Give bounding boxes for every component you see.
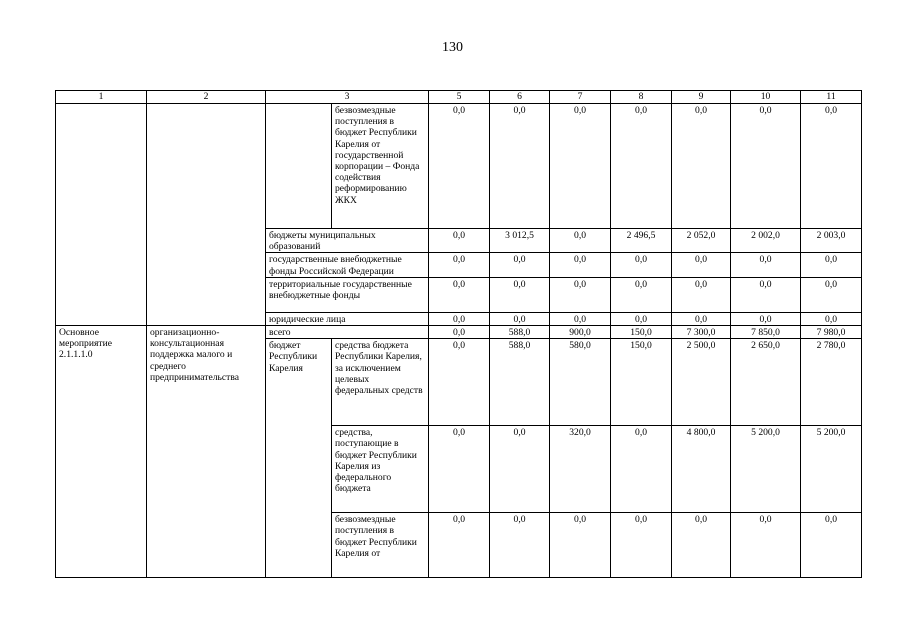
budget-label: бюджет Республики Карелия bbox=[266, 339, 332, 578]
column-header: 6 bbox=[490, 91, 550, 104]
value-cell: 0,0 bbox=[490, 312, 550, 325]
value-cell: 0,0 bbox=[550, 253, 611, 277]
value-cell: 0,0 bbox=[731, 277, 801, 312]
value-cell: 588,0 bbox=[490, 326, 550, 339]
value-cell: 900,0 bbox=[550, 326, 611, 339]
value-cell: 0,0 bbox=[490, 104, 550, 229]
column-header: 3 bbox=[266, 91, 429, 104]
value-cell: 0,0 bbox=[550, 229, 611, 253]
value-cell: 0,0 bbox=[490, 277, 550, 312]
value-cell: 7 300,0 bbox=[672, 326, 731, 339]
value-cell: 3 012,5 bbox=[490, 229, 550, 253]
measure-title: Основное мероприятие 2.1.1.1.0 bbox=[56, 326, 147, 578]
value-cell: 2 052,0 bbox=[672, 229, 731, 253]
value-cell: 0,0 bbox=[490, 253, 550, 277]
column-header: 5 bbox=[429, 91, 490, 104]
source-cell: средства, поступающие в бюджет Республики Карелия из федерального бюджета bbox=[332, 426, 429, 513]
source-cell: средства бюджета Республики Карелия, за исключением целевых федеральных средств bbox=[332, 339, 429, 426]
value-cell: 0,0 bbox=[611, 253, 672, 277]
value-cell: 5 200,0 bbox=[801, 426, 862, 513]
value-cell: 7 850,0 bbox=[731, 326, 801, 339]
source-cell: государственные внебюджетные фонды Российской Федерации bbox=[266, 253, 429, 277]
value-cell: 0,0 bbox=[429, 253, 490, 277]
value-cell: 0,0 bbox=[429, 229, 490, 253]
value-cell: 0,0 bbox=[801, 513, 862, 578]
value-cell: 0,0 bbox=[801, 104, 862, 229]
value-cell: 0,0 bbox=[731, 104, 801, 229]
value-cell: 0,0 bbox=[731, 513, 801, 578]
value-cell: 0,0 bbox=[429, 104, 490, 229]
value-cell: 0,0 bbox=[490, 513, 550, 578]
source-cell: безвозмездные поступления в бюджет Республики Карелия от bbox=[332, 513, 429, 578]
value-cell: 4 800,0 bbox=[672, 426, 731, 513]
value-cell: 0,0 bbox=[672, 104, 731, 229]
source-cell: бюджеты муниципальных образований bbox=[266, 229, 429, 253]
table-row bbox=[56, 104, 862, 229]
value-cell: 150,0 bbox=[611, 339, 672, 426]
column-header: 1 bbox=[56, 91, 147, 104]
page-number: 130 bbox=[442, 40, 463, 55]
source-cell: территориальные государственные внебюджетные фонды bbox=[266, 277, 429, 312]
value-cell: 0,0 bbox=[550, 277, 611, 312]
column-header: 2 bbox=[147, 91, 266, 104]
value-cell: 0,0 bbox=[611, 312, 672, 325]
value-cell: 0,0 bbox=[801, 312, 862, 325]
measure-description: организационно-консультационная поддержка малого и среднего предпринимательства bbox=[147, 326, 266, 578]
table-row bbox=[56, 326, 862, 339]
value-cell: 580,0 bbox=[550, 339, 611, 426]
value-cell: 0,0 bbox=[429, 326, 490, 339]
column-header-row bbox=[56, 91, 862, 104]
value-cell: 150,0 bbox=[611, 326, 672, 339]
value-cell: 0,0 bbox=[550, 312, 611, 325]
value-cell: 5 200,0 bbox=[731, 426, 801, 513]
value-cell: 2 002,0 bbox=[731, 229, 801, 253]
value-cell: 0,0 bbox=[429, 513, 490, 578]
value-cell: 0,0 bbox=[672, 312, 731, 325]
value-cell: 0,0 bbox=[611, 277, 672, 312]
value-cell: 2 003,0 bbox=[801, 229, 862, 253]
column-header: 9 bbox=[672, 91, 731, 104]
column-header: 10 bbox=[731, 91, 801, 104]
value-cell: 0,0 bbox=[611, 513, 672, 578]
value-cell: 0,0 bbox=[429, 426, 490, 513]
empty-cell bbox=[147, 104, 266, 326]
value-cell: 0,0 bbox=[672, 513, 731, 578]
value-cell: 2 780,0 bbox=[801, 339, 862, 426]
value-cell: 0,0 bbox=[429, 312, 490, 325]
column-header: 7 bbox=[550, 91, 611, 104]
value-cell: 0,0 bbox=[429, 339, 490, 426]
budget-table bbox=[55, 90, 862, 578]
value-cell: 0,0 bbox=[801, 253, 862, 277]
total-label: всего bbox=[266, 326, 429, 339]
value-cell: 320,0 bbox=[550, 426, 611, 513]
source-cell: безвозмездные поступления в бюджет Республики Карелия от государственной корпорации – Фонда содействия реформированию ЖКХ bbox=[332, 104, 429, 229]
value-cell: 0,0 bbox=[801, 277, 862, 312]
source-cell: юридические лица bbox=[266, 312, 429, 325]
empty-cell bbox=[56, 104, 147, 326]
value-cell: 0,0 bbox=[731, 312, 801, 325]
value-cell: 7 980,0 bbox=[801, 326, 862, 339]
value-cell: 588,0 bbox=[490, 339, 550, 426]
value-cell: 2 496,5 bbox=[611, 229, 672, 253]
value-cell: 0,0 bbox=[429, 277, 490, 312]
value-cell: 0,0 bbox=[611, 426, 672, 513]
value-cell: 0,0 bbox=[550, 104, 611, 229]
column-header: 8 bbox=[611, 91, 672, 104]
value-cell: 2 650,0 bbox=[731, 339, 801, 426]
value-cell: 0,0 bbox=[490, 426, 550, 513]
value-cell: 2 500,0 bbox=[672, 339, 731, 426]
value-cell: 0,0 bbox=[731, 253, 801, 277]
column-header: 11 bbox=[801, 91, 862, 104]
value-cell: 0,0 bbox=[672, 277, 731, 312]
value-cell: 0,0 bbox=[611, 104, 672, 229]
value-cell: 0,0 bbox=[550, 513, 611, 578]
value-cell: 0,0 bbox=[672, 253, 731, 277]
empty-cell bbox=[266, 104, 332, 229]
